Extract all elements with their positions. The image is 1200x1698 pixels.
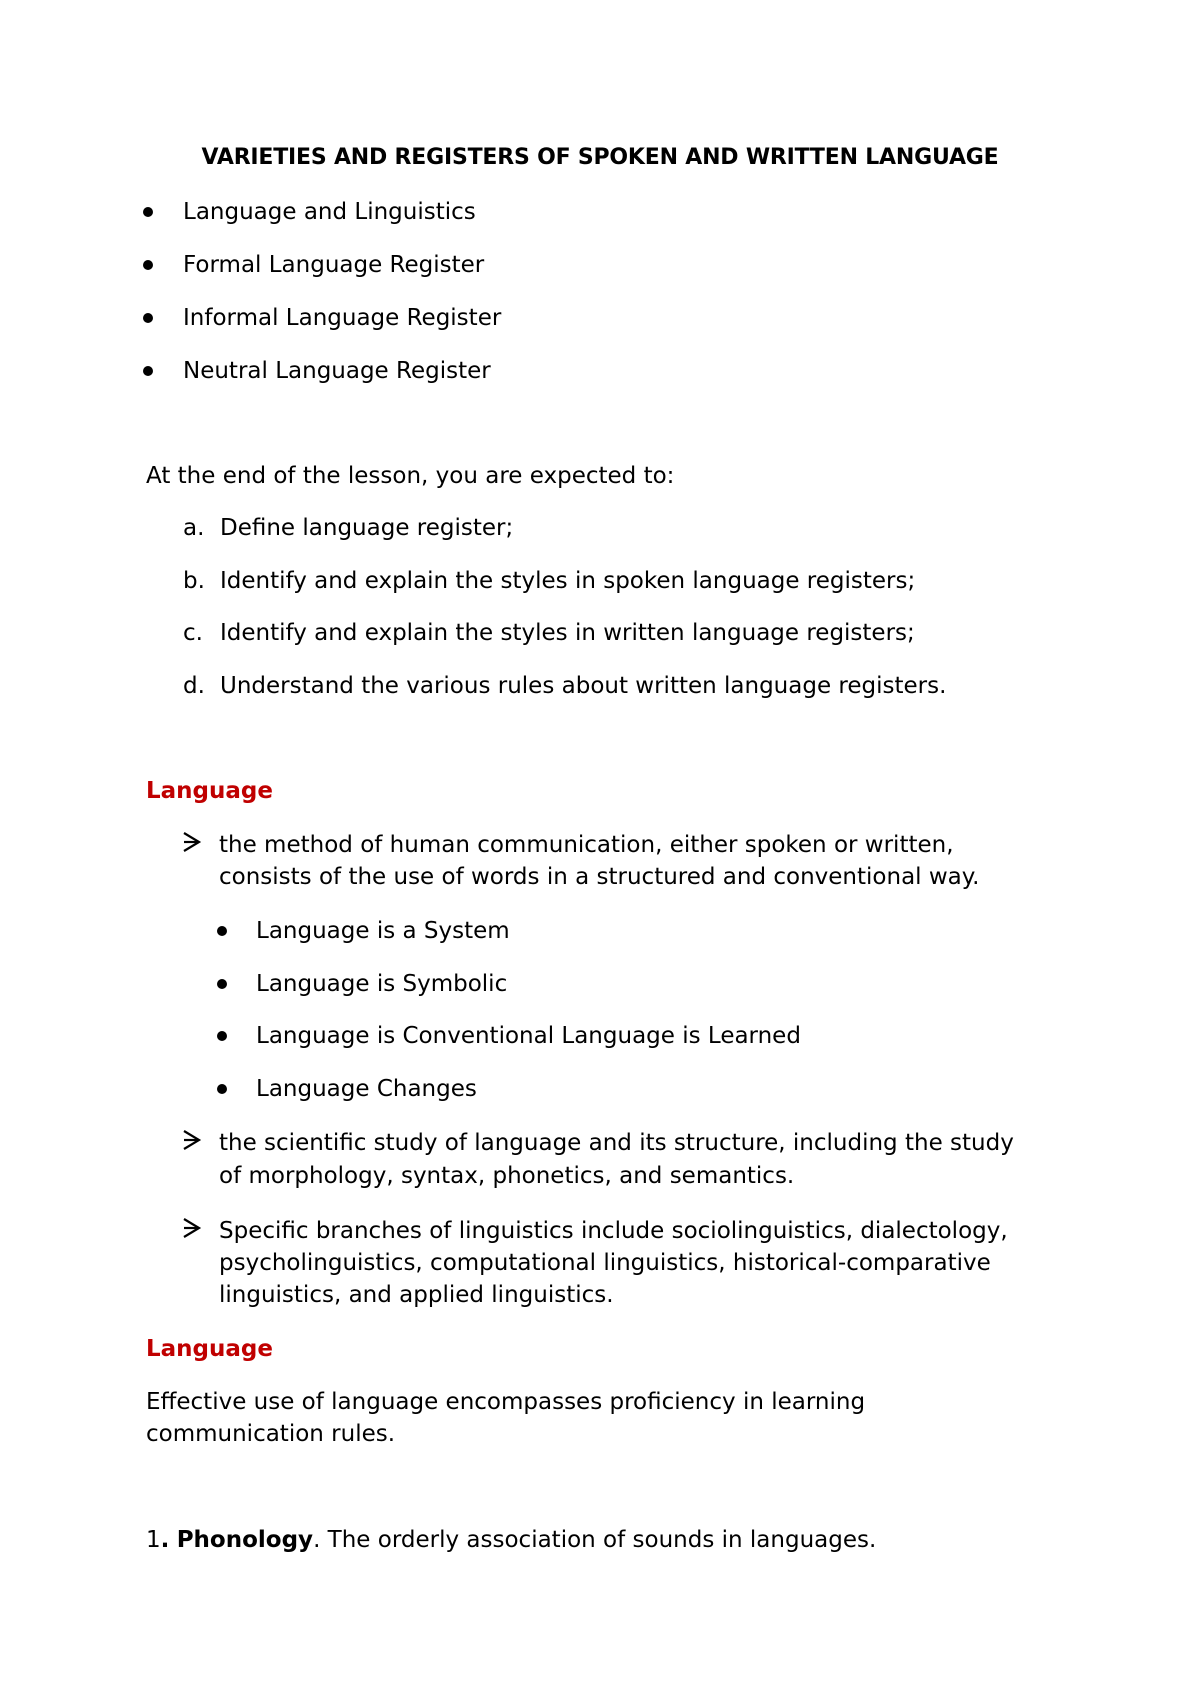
characteristic-item: Language Changes (256, 1076, 477, 1102)
bullet-icon (217, 1084, 227, 1094)
bullet-icon (143, 207, 153, 217)
characteristic-item: Language is Symbolic (256, 971, 508, 997)
linguistics-line: the scientific study of language and its structure, including the study (219, 1130, 1014, 1156)
paragraph-line: Effective use of language encompasses proficiency in learning (146, 1389, 866, 1415)
branches-line: linguistics, and applied linguistics. (219, 1282, 614, 1308)
objective-text: Identify and explain the styles in written language registers; (220, 620, 915, 646)
objective-marker: d. (183, 673, 205, 699)
objective-marker: c. (183, 620, 203, 646)
definition-line: the method of human communication, either spoken or written, (219, 832, 954, 858)
arrow-bullet-icon (182, 1128, 202, 1152)
objective-text: Understand the various rules about written language registers. (220, 673, 947, 699)
objective-marker: b. (183, 568, 205, 594)
paragraph-line: communication rules. (146, 1421, 396, 1447)
characteristic-item: Language is a System (256, 918, 510, 944)
bullet-icon (143, 313, 153, 323)
section-heading: Language (146, 1336, 273, 1362)
objective-text: Define language register; (220, 515, 514, 541)
topic-item: Formal Language Register (183, 252, 485, 278)
item-description: . The orderly association of sounds in languages. (313, 1527, 877, 1553)
arrow-bullet-icon (182, 1216, 202, 1240)
bullet-icon (217, 1031, 227, 1041)
bullet-icon (217, 979, 227, 989)
document-title: VARIETIES AND REGISTERS OF SPOKEN AND WRITTEN LANGUAGE (201, 145, 999, 170)
definition-line: consists of the use of words in a structured and conventional way. (219, 864, 980, 890)
branches-line: Specific branches of linguistics include sociolinguistics, dialectology, (219, 1218, 1008, 1244)
section-heading: Language (146, 778, 273, 804)
item-number: 1 (146, 1527, 161, 1553)
objective-marker: a. (183, 515, 205, 541)
topic-item: Language and Linguistics (183, 199, 476, 225)
item-number-dot: . (160, 1527, 170, 1553)
topic-item: Neutral Language Register (183, 358, 491, 384)
item-term: Phonology (176, 1527, 314, 1553)
linguistics-line: of morphology, syntax, phonetics, and semantics. (219, 1163, 795, 1189)
bullet-icon (217, 926, 227, 936)
topic-item: Informal Language Register (183, 305, 502, 331)
branches-line: psycholinguistics, computational linguistics, historical-comparative (219, 1250, 991, 1276)
objective-text: Identify and explain the styles in spoken language registers; (220, 568, 916, 594)
numbered-item (146, 1524, 876, 1556)
arrow-bullet-icon (182, 830, 202, 854)
bullet-icon (143, 366, 153, 376)
objectives-intro: At the end of the lesson, you are expected to: (146, 463, 675, 489)
bullet-icon (143, 260, 153, 270)
characteristic-item: Language is Conventional Language is Learned (256, 1023, 801, 1049)
